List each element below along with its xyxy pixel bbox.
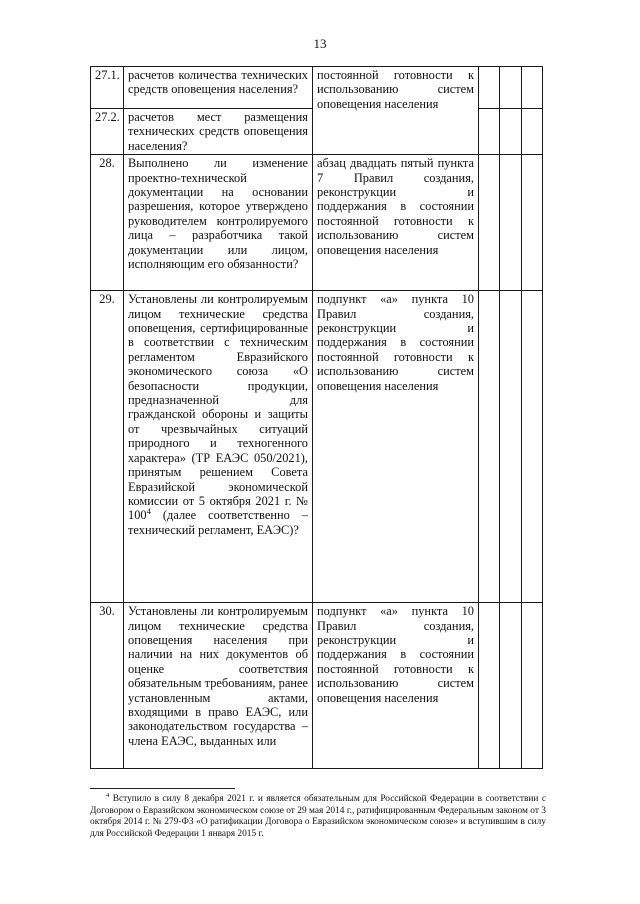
question-cell: Установлены ли контролируемым лицом технические средства оповещения населения при наличии на них документов об оценке соответствия обязательным требованиям, ранее установленным актами, входящими в право ЕАЭС, или законодательством государства – члена ЕАЭС, выданных или <box>124 603 313 769</box>
answer-cell-yes <box>479 109 500 155</box>
answer-cell-na <box>522 67 543 109</box>
footnote <box>90 791 546 840</box>
question-cell: расчетов мест размещения технических средств оповещения населения? <box>124 109 313 155</box>
checklist-table <box>90 66 543 769</box>
question-cell <box>124 291 313 603</box>
page-number: 13 <box>313 36 327 51</box>
answer-cell-na <box>522 155 543 291</box>
question-text: Установлены ли контролируемым лицом технические средства оповещения, сертифицированные в соответствии с техническим регламентом Евразийского экономического союза «О безопасности продукции, предназначенной для гражданской обороны и защиты от чрезвычайных ситуаций природного и техногенного характера» (ТР ЕАЭС 050/2021), принятым решением Совета Евразийской экономической комиссии от 5 октября 2021 г. № 100 <box>128 292 308 523</box>
question-cell: Выполнено ли изменение проектно-технической документации на основании разрешения, которое утверждено руководителем контролируемого лица – разработчика такой документации или лицом, исполняющим его обязанности? <box>124 155 313 291</box>
row-number: 27.1. <box>91 67 124 109</box>
answer-cell-na <box>522 603 543 769</box>
table-row <box>91 291 543 603</box>
table-row <box>91 603 543 769</box>
reference-cell: подпункт «а» пункта 10 Правил создания, реконструкции и поддержания в состоянии постоянной готовности к использованию систем оповещения населения <box>313 291 479 603</box>
row-number: 27.2. <box>91 109 124 155</box>
answer-cell-yes <box>479 155 500 291</box>
answer-cell-no <box>500 109 522 155</box>
footnote-divider <box>90 788 235 789</box>
answer-cell-no <box>500 155 522 291</box>
answer-cell-no <box>500 603 522 769</box>
answer-cell-na <box>522 109 543 155</box>
answer-cell-yes <box>479 291 500 603</box>
reference-cell: абзац двадцать пятый пункта 7 Правил создания, реконструкции и поддержания в состоянии постоянной готовности к использованию систем оповещения населения <box>313 155 479 291</box>
row-number: 28. <box>91 155 124 291</box>
table-row <box>91 67 543 109</box>
reference-cell: подпункт «а» пункта 10 Правил создания, реконструкции и поддержания в состоянии постоянной готовности к использованию систем оповещения населения <box>313 603 479 769</box>
answer-cell-na <box>522 291 543 603</box>
footnote-marker: 4 <box>106 791 110 799</box>
answer-cell-yes <box>479 603 500 769</box>
answer-cell-no <box>500 67 522 109</box>
footnote-text: Вступило в силу 8 декабря 2021 г. и является обязательным для Российской Федерации в соответствии с Договором о Евразийском экономическом союзе от 29 мая 2014 г., ратифицированным Федеральным законом от 3 октября 2014 г. № 279-ФЗ «О ратификации Договора о Евразийском экономическом союзе» и вступившим в силу для Российской Федерации 1 января 2015 г. <box>90 794 546 839</box>
footnote-ref: 4 <box>146 506 151 517</box>
row-number: 30. <box>91 603 124 769</box>
question-cell: расчетов количества технических средств оповещения населения? <box>124 67 313 109</box>
row-number: 29. <box>91 291 124 603</box>
answer-cell-no <box>500 291 522 603</box>
question-text-cont: (далее соответственно – технический регламент, ЕАЭС)? <box>128 508 308 537</box>
answer-cell-yes <box>479 67 500 109</box>
reference-cell: постоянной готовности к использованию систем оповещения населения <box>313 67 479 155</box>
table-row <box>91 155 543 291</box>
